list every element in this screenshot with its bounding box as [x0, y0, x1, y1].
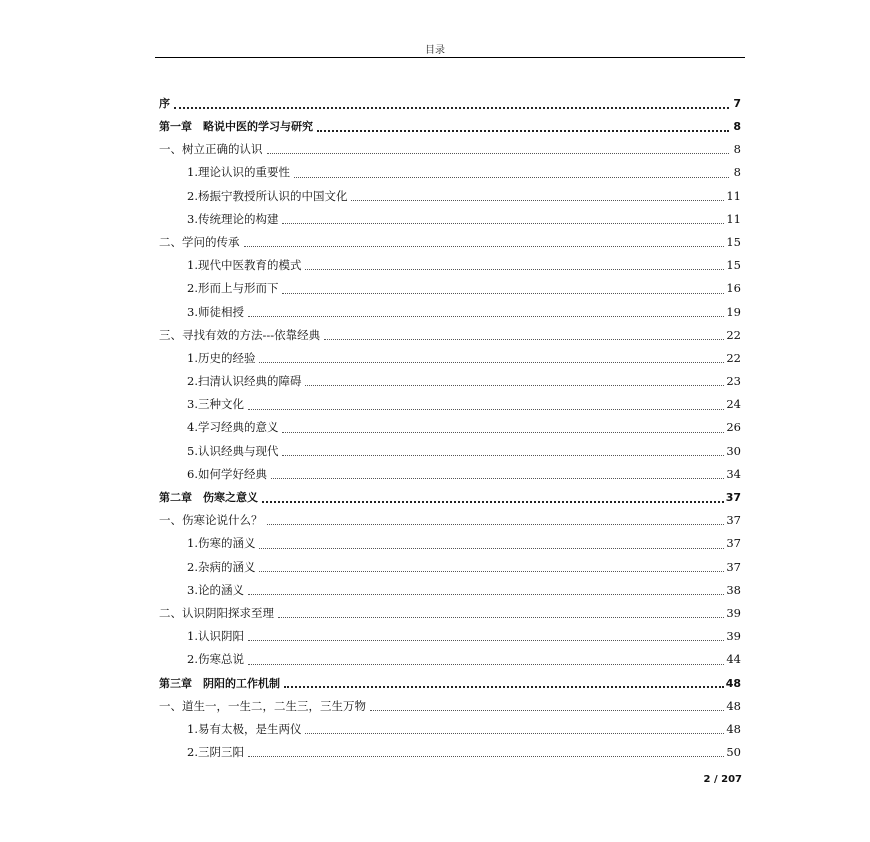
toc-entry[interactable] [159, 115, 741, 138]
toc-entry-label: 第三章 阴阳的工作机制 [159, 676, 280, 690]
toc-leader-dots [248, 409, 724, 410]
toc-entry-label: 1.理论认识的重要性 [187, 165, 290, 180]
page-number: 2 / 207 [703, 774, 742, 785]
table-of-contents [159, 92, 741, 764]
toc-leader-dots [284, 686, 724, 688]
toc-entry-label: 4.学习经典的意义 [187, 420, 279, 435]
toc-entry-page-number: 44 [726, 652, 741, 667]
toc-entry-page-number: 19 [726, 304, 741, 319]
toc-leader-dots [305, 269, 724, 270]
toc-entry-label: 1.伤寒的涵义 [187, 536, 256, 551]
toc-entry[interactable] [159, 602, 741, 625]
toc-entry-label: 一、道生一，一生二，二生三，三生万物 [159, 698, 366, 713]
toc-entry-label: 2.扫清认识经典的障碍 [187, 374, 302, 389]
toc-entry-label: 5.认识经典与现代 [187, 443, 279, 458]
toc-entry-page-number: 30 [726, 443, 741, 458]
toc-entry-label: 1.易有太极，是生两仪 [187, 721, 302, 736]
toc-leader-dots [282, 432, 724, 433]
toc-leader-dots [271, 478, 724, 479]
toc-leader-dots [259, 571, 724, 572]
toc-entry-page-number: 22 [726, 327, 741, 342]
toc-leader-dots [282, 223, 724, 224]
toc-leader-dots [262, 501, 724, 503]
toc-entry-page-number: 37 [726, 559, 741, 574]
toc-entry-label: 1.历史的经验 [187, 350, 256, 365]
toc-leader-dots [294, 177, 729, 178]
toc-entry-page-number: 8 [733, 142, 741, 157]
toc-entry[interactable] [159, 672, 741, 695]
toc-leader-dots [317, 130, 729, 132]
toc-entry[interactable] [159, 393, 741, 416]
toc-entry-page-number: 37 [725, 491, 741, 505]
toc-entry-page-number: 48 [726, 698, 741, 713]
toc-entry-page-number: 8 [733, 165, 741, 180]
toc-entry[interactable] [159, 347, 741, 370]
toc-leader-dots [351, 200, 724, 201]
toc-entry[interactable] [159, 92, 741, 115]
toc-entry[interactable] [159, 741, 741, 764]
toc-entry-page-number: 11 [726, 188, 741, 203]
toc-entry[interactable] [159, 278, 741, 301]
toc-entry[interactable] [159, 556, 741, 579]
toc-entry[interactable] [159, 440, 741, 463]
toc-leader-dots [305, 385, 724, 386]
toc-entry-page-number: 15 [726, 234, 741, 249]
toc-entry-label: 第一章 略说中医的学习与研究 [159, 120, 313, 134]
toc-leader-dots [282, 455, 724, 456]
toc-entry-page-number: 37 [726, 536, 741, 551]
toc-entry[interactable] [159, 579, 741, 602]
toc-leader-dots [370, 710, 724, 711]
toc-leader-dots [248, 664, 724, 665]
toc-entry[interactable] [159, 324, 741, 347]
toc-entry-page-number: 16 [726, 281, 741, 296]
toc-leader-dots [259, 362, 724, 363]
toc-entry-page-number: 48 [726, 721, 741, 736]
toc-entry[interactable] [159, 231, 741, 254]
toc-entry-label: 2.伤寒总说 [187, 652, 244, 667]
toc-entry-label: 2.三阴三阳 [187, 745, 244, 760]
toc-entry-page-number: 23 [726, 374, 741, 389]
toc-entry-label: 2.杂病的涵义 [187, 559, 256, 574]
page-header-title: 目录 [425, 45, 445, 56]
toc-entry-label: 3.师徒相授 [187, 304, 244, 319]
toc-entry-label: 3.三种文化 [187, 397, 244, 412]
toc-leader-dots [248, 756, 724, 757]
toc-entry-label: 2.形而上与形而下 [187, 281, 279, 296]
toc-leader-dots [259, 548, 724, 549]
toc-entry-label: 一、树立正确的认识 [159, 142, 263, 157]
toc-entry-label: 3.论的涵义 [187, 582, 244, 597]
toc-entry-page-number: 8 [733, 120, 741, 134]
toc-entry-label: 第二章 伤寒之意义 [159, 491, 258, 505]
toc-entry[interactable] [159, 695, 741, 718]
toc-entry[interactable] [159, 649, 741, 672]
toc-leader-dots [305, 733, 724, 734]
toc-entry[interactable] [159, 533, 741, 556]
toc-entry-page-number: 11 [726, 211, 741, 226]
toc-entry-label: 1.认识阴阳 [187, 629, 244, 644]
toc-entry-label: 二、认识阴阳探求至理 [159, 605, 274, 620]
toc-entry-page-number: 50 [726, 745, 741, 760]
toc-entry[interactable] [159, 625, 741, 648]
toc-entry[interactable] [159, 718, 741, 741]
toc-entry-page-number: 34 [726, 466, 741, 481]
toc-entry-label: 一、伤寒论说什么？ [159, 513, 263, 528]
toc-leader-dots [267, 524, 725, 525]
toc-entry-page-number: 39 [726, 629, 741, 644]
toc-entry-label: 二、学问的传承 [159, 234, 240, 249]
toc-entry[interactable] [159, 417, 741, 440]
toc-entry-label: 三、寻找有效的方法---依靠经典 [159, 327, 321, 342]
toc-entry[interactable] [159, 509, 741, 532]
toc-entry[interactable] [159, 463, 741, 486]
header-rule [155, 57, 745, 58]
toc-leader-dots [248, 316, 724, 317]
toc-entry-page-number: 37 [726, 513, 741, 528]
toc-entry[interactable] [159, 370, 741, 393]
toc-entry-page-number: 26 [726, 420, 741, 435]
toc-leader-dots [248, 594, 724, 595]
toc-entry[interactable] [159, 138, 741, 161]
toc-entry-page-number: 48 [725, 676, 741, 690]
toc-entry-label: 1.现代中医教育的模式 [187, 258, 302, 273]
toc-entry[interactable] [159, 486, 741, 509]
toc-leader-dots [248, 640, 724, 641]
toc-entry-label: 3.传统理论的构建 [187, 211, 279, 226]
toc-entry-label: 2.杨振宁教授所认识的中国文化 [187, 188, 348, 203]
toc-leader-dots [278, 617, 724, 618]
toc-entry[interactable] [159, 301, 741, 324]
toc-entry-label: 序 [159, 97, 170, 111]
toc-entry-page-number: 22 [726, 350, 741, 365]
toc-leader-dots [267, 153, 730, 154]
toc-entry[interactable] [159, 185, 741, 208]
toc-entry-label: 6.如何学好经典 [187, 466, 267, 481]
toc-leader-dots [174, 107, 729, 109]
toc-entry-page-number: 39 [726, 605, 741, 620]
toc-leader-dots [244, 246, 725, 247]
toc-entry[interactable] [159, 162, 741, 185]
toc-leader-dots [324, 339, 724, 340]
toc-entry[interactable] [159, 254, 741, 277]
toc-entry-page-number: 24 [726, 397, 741, 412]
toc-entry-page-number: 38 [726, 582, 741, 597]
toc-leader-dots [282, 293, 724, 294]
toc-entry-page-number: 7 [733, 97, 741, 111]
toc-entry-page-number: 15 [726, 258, 741, 273]
toc-entry[interactable] [159, 208, 741, 231]
